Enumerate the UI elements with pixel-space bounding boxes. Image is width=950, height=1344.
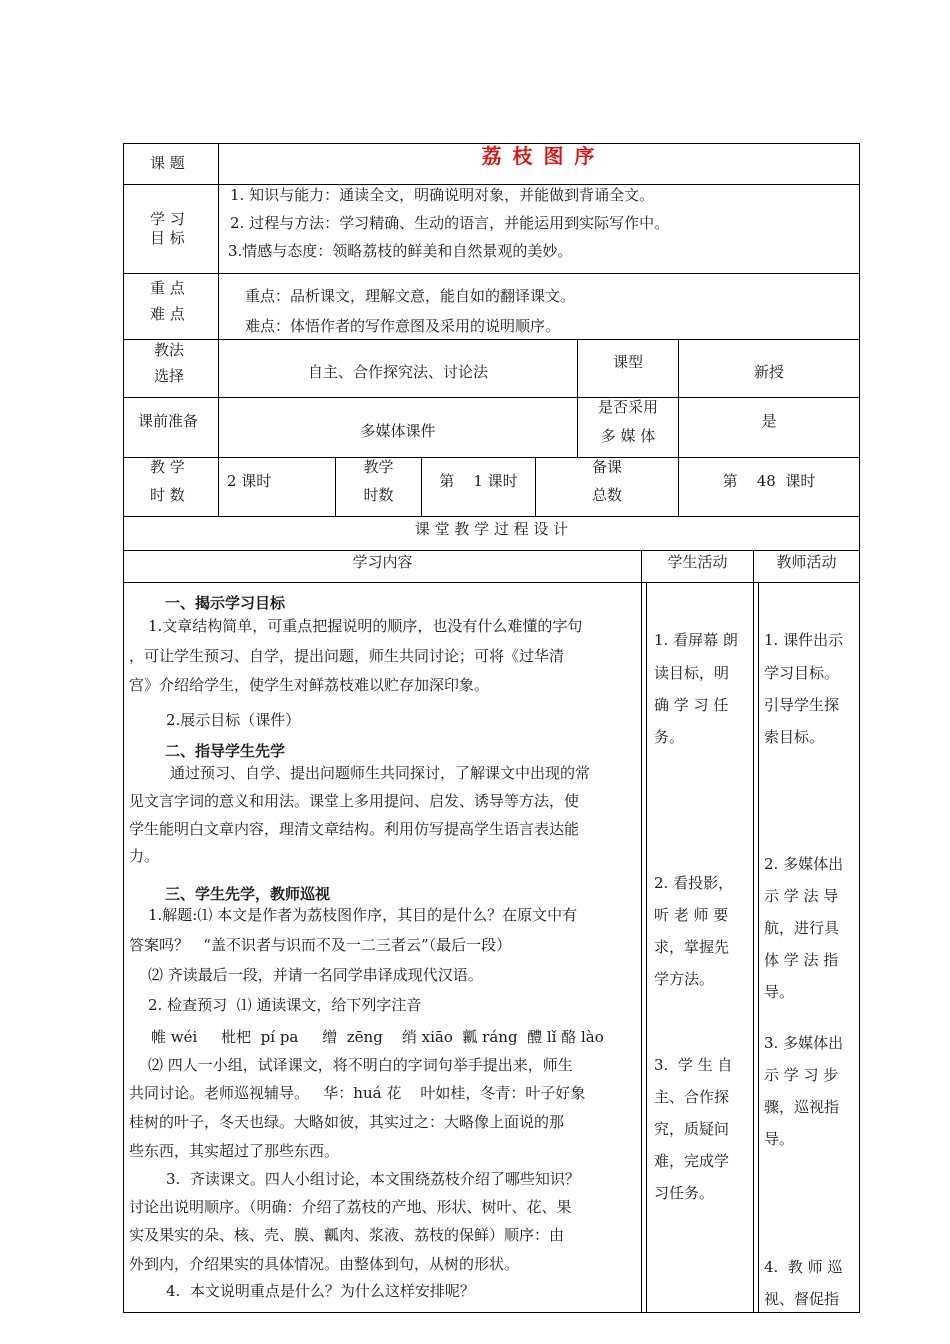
- table-rule: [123, 184, 860, 185]
- hours-label: 教 学: [150, 458, 185, 476]
- teacher-activity-line: 体 学 法 指: [764, 951, 839, 969]
- method-label: 选择: [154, 367, 185, 385]
- table-rule: [123, 273, 860, 274]
- content-line: 共同讨论。老师巡视辅导。 华：huá 花 叶如桂，冬青：叶子好象: [129, 1084, 586, 1102]
- multimedia-label: 多 媒 体: [600, 427, 656, 445]
- table-rule: [123, 1312, 860, 1313]
- total-label: 备课: [591, 458, 622, 476]
- total-label: 总数: [591, 486, 622, 504]
- student-activity-line: 学方法。: [654, 970, 715, 988]
- key-label: 重 点: [150, 279, 185, 297]
- hours2-label: 教学: [363, 458, 394, 476]
- student-activity-line: 求，掌握先: [654, 938, 730, 956]
- student-activity-line: 1. 看屏幕 朗: [654, 631, 738, 649]
- student-activity-line: 主、合作探: [654, 1088, 730, 1106]
- content-line: ⑵ 四人一小组，试译课文，将不明白的字词句举手提出来，师生: [148, 1056, 573, 1074]
- student-activity-line: 2. 看投影，: [654, 874, 734, 892]
- student-activity-line: 3. 学 生 自: [654, 1056, 733, 1074]
- teacher-activity-line: 3. 多媒体出: [764, 1034, 844, 1052]
- section-title: 三、学生先学，教师巡视: [165, 885, 331, 903]
- method-value: 自主、合作探究法、讨论法: [307, 363, 488, 381]
- content-line: ⑵ 齐读最后一段，并请一名同学串译成现代汉语。: [148, 966, 483, 984]
- content-line: 帷 wéi 枇杷 pí pa 缯 zēng 绡 xiāo 瓤 ráng 醴 lǐ 酪 lào: [151, 1028, 604, 1046]
- goals-label: 学 习: [150, 210, 185, 228]
- teacher-activity-line: 示 学 习 步: [764, 1066, 839, 1084]
- type-value: 新授: [753, 363, 784, 381]
- content-line: 通过预习、自学、提出问题师生共同探讨，了解课文中出现的常: [170, 764, 591, 782]
- key-label: 难 点: [150, 305, 185, 323]
- table-rule: [123, 339, 860, 340]
- hours-label: 时 数: [150, 486, 185, 504]
- section-title: 一、揭示学习目标: [165, 594, 286, 612]
- hours2-label: 时数: [363, 486, 394, 504]
- student-activity-line: 难，完成学: [654, 1152, 730, 1170]
- content-line: 外到内，介绍果实的具体情况。由整体到句，从树的形状。: [129, 1255, 520, 1273]
- teacher-activity-line: 引导学生探: [764, 696, 840, 714]
- content-line: 些东西，其实超过了那些东西。: [129, 1142, 340, 1160]
- topic-label: 课 题: [150, 154, 185, 172]
- table-rule: [641, 550, 642, 1313]
- teacher-activity-line: 1. 课件出示: [764, 631, 844, 649]
- teacher-activity-line: 导。: [764, 1130, 795, 1148]
- content-line: 桂树的叶子，冬天也绿。大略如彼，其实过之：大略像上面说的那: [129, 1113, 565, 1131]
- student-activity-line: 确 学 习 任: [654, 696, 729, 714]
- content-line: 讨论出说明顺序。（明确：介绍了荔枝的产地、形状、树叶、花、果: [129, 1198, 572, 1216]
- content-line: 宫》介绍给学生，使学生对鲜荔枝难以贮存加深印象。: [129, 676, 490, 694]
- content-line: 4. 本文说明重点是什么？为什么这样安排呢？: [166, 1282, 475, 1300]
- teacher-activity-line: 示 学 法 导: [764, 887, 839, 905]
- total-value: 第 48 课时: [722, 472, 816, 490]
- table-rule: [678, 339, 679, 457]
- table-rule: [123, 582, 860, 583]
- content-line: 1.解题:⑴ 本文是作者为荔枝图作序，其目的是什么？在原文中有: [148, 906, 578, 924]
- table-rule: [123, 457, 860, 458]
- key-point: 重点：品析课文，理解文意，能自如的翻译课文。: [245, 287, 576, 305]
- table-rule: [123, 516, 860, 517]
- table-rule: [758, 582, 759, 1313]
- content-line: ，可让学生预习、自学，提出问题，师生共同讨论；可将《过华清: [129, 647, 565, 665]
- table-border-right: [859, 143, 860, 1313]
- prep-value: 多媒体课件: [360, 422, 436, 440]
- prep-label: 课前准备: [138, 412, 199, 430]
- goal-item: 2. 过程与方法：学习精确、生动的语言，并能运用到实际写作中。: [230, 214, 670, 232]
- content-line: 学生能明白文章内容，理清文章结构。利用仿写提高学生语言表达能: [129, 820, 580, 838]
- student-activity-line: 务。: [654, 728, 685, 746]
- method-label: 教法: [154, 341, 185, 359]
- content-line: 1.文章结构简单，可重点把握说明的顺序，也没有什么难懂的字句: [148, 617, 583, 635]
- process-heading: 课 堂 教 学 过 程 设 计: [414, 520, 569, 538]
- content-line: 3. 齐读课文。四人小组讨论，本文围绕荔枝介绍了哪些知识？: [166, 1170, 580, 1188]
- table-rule: [753, 550, 754, 1313]
- goal-item: 3.情感与态度：领略荔枝的鲜美和自然景观的美妙。: [228, 242, 573, 260]
- content-line: 答案吗？ “盖不识者与识而不及一二三者云”（最后一段）: [129, 936, 512, 954]
- table-rule: [123, 550, 860, 551]
- column-header-student: 学生活动: [667, 553, 728, 571]
- teacher-activity-line: 4. 教 师 巡: [764, 1258, 843, 1276]
- teacher-activity-line: 视、督促指: [764, 1290, 840, 1308]
- table-rule: [123, 397, 860, 398]
- type-label: 课型: [612, 353, 643, 371]
- teacher-activity-line: 骤，巡视指: [764, 1098, 840, 1116]
- content-line: 实及果实的朵、核、壳、膜、瓤肉、浆液、荔枝的保鲜）顺序：由: [129, 1226, 565, 1244]
- content-line: 力。: [129, 847, 160, 865]
- student-activity-line: 读目标，明: [654, 664, 730, 682]
- content-line: 2.展示目标（课件）: [166, 711, 301, 729]
- column-header-content: 学习内容: [352, 553, 413, 571]
- teacher-activity-line: 航，进行具: [764, 919, 840, 937]
- period-value: 第 1 课时: [439, 472, 518, 490]
- multimedia-value: 是: [761, 412, 777, 430]
- goals-label: 目 标: [150, 229, 185, 247]
- hours-value: 2 课时: [227, 472, 272, 490]
- table-border-left: [123, 143, 124, 1313]
- multimedia-label: 是否采用: [597, 398, 658, 416]
- content-line: 见文言字词的意义和用法。课堂上多用提问、启发、诱导等方法，使: [129, 792, 580, 810]
- teacher-activity-line: 2. 多媒体出: [764, 855, 844, 873]
- column-header-teacher: 教师活动: [776, 553, 837, 571]
- table-rule: [218, 143, 219, 516]
- teacher-activity-line: 索目标。: [764, 728, 825, 746]
- student-activity-line: 听 老 师 要: [654, 906, 729, 924]
- section-title: 二、指导学生先学: [165, 742, 286, 760]
- student-activity-line: 究，质疑问: [654, 1120, 730, 1138]
- student-activity-line: 习任务。: [654, 1184, 715, 1202]
- page-title: 荔 枝 图 序: [481, 144, 597, 168]
- difficult-point: 难点：体悟作者的写作意图及采用的说明顺序。: [245, 317, 561, 335]
- goal-item: 1. 知识与能力：通读全文，明确说明对象，并能做到背诵全文。: [230, 186, 655, 204]
- teacher-activity-line: 导。: [764, 983, 795, 1001]
- table-rule: [646, 582, 647, 1313]
- content-line: 2. 检查预习 ⑴ 通读课文，给下列字注音: [148, 996, 422, 1014]
- teacher-activity-line: 学习目标。: [764, 664, 840, 682]
